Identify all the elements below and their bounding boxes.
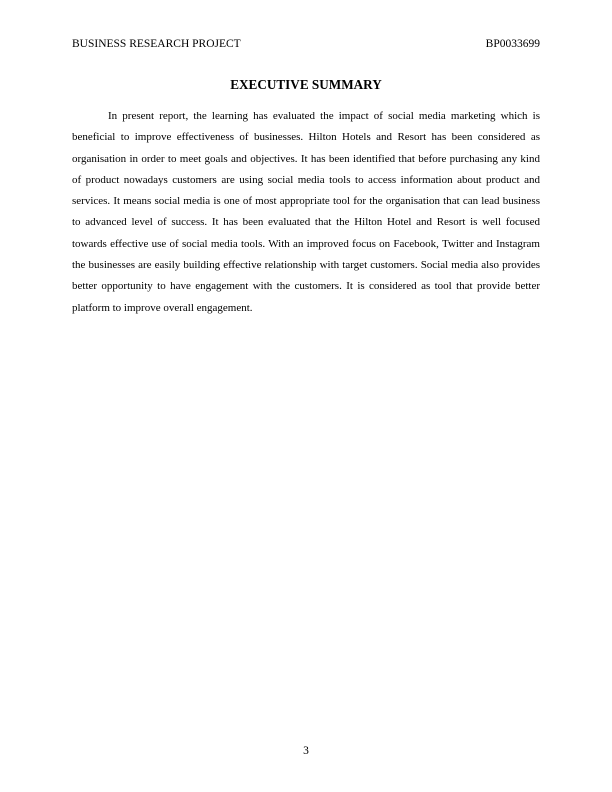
header-document-id: BP0033699 xyxy=(485,38,540,50)
summary-paragraph: In present report, the learning has evaluated the impact of social media marketing which is beneficial to improve effectiveness of businesses. Hilton Hotels and Resort has been considered as organisation in order to meet goals and objectives. It has been identified that before purchasing any kind of product nowadays customers are using social media tools to access information about product and services. It means social media is one of most appropriate tool for the organisation that can lead business to advanced level of success. It has been evaluated that the Hilton Hotel and Resort is well focused towards effective use of social media tools. With an improved focus on Facebook, Twitter and Instagram the businesses are easily building effective relationship with target customers. Social media also provides better opportunity to have engagement with the customers. It is considered as tool that provide better platform to improve overall engagement. xyxy=(72,110,540,314)
header-document-title: BUSINESS RESEARCH PROJECT xyxy=(72,38,241,50)
section-title: EXECUTIVE SUMMARY xyxy=(230,77,382,92)
page-header xyxy=(72,37,540,51)
page-number: 3 xyxy=(303,745,309,757)
